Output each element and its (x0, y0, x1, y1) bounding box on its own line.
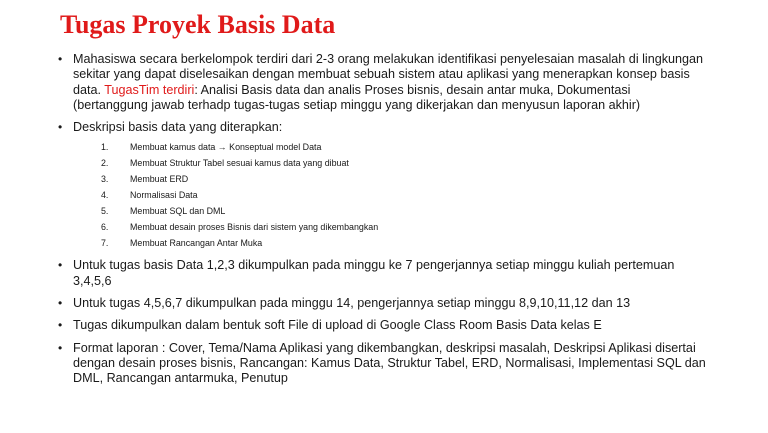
list-item (73, 219, 708, 235)
slide-content (58, 52, 708, 394)
bullet-team-task-highlight: TugasTim terdiri (104, 82, 195, 97)
slide-title: Tugas Proyek Basis Data (60, 10, 336, 39)
list-item (73, 203, 708, 219)
bullet-team-task-text: Mahasiswa secara berkelompok terdiri dari 2-3 orang melakukan identifikasi penyelesaian masalah di lingkungan sekitar yang dapat diselesaikan dengan membuat sebuah sistem atau aplikasi yang menerapkan konsep basis data. (73, 52, 704, 97)
list-item-text: Membuat desain proses Bisnis dari sistem yang dikembangkan (130, 222, 379, 233)
bullet-report-format-text: Format laporan : Cover, Tema/Nama Aplikasi yang dikembangkan, deskripsi masalah, Deskripsi Aplikasi disertai dengan desain proses bisnis, Rancangan: Kamus Data, Struktur Tabel, ERD, Normalisasi, Implementasi SQL dan DML, Rancangan antarmuka, Penutup (73, 340, 706, 386)
list-item-text: Membuat SQL dan DML (130, 206, 226, 217)
list-item-text: Normalisasi Data (130, 190, 198, 201)
bullet-deadline-2 (58, 296, 708, 311)
bullet-submission (58, 318, 708, 333)
database-steps-list (73, 139, 708, 251)
bullet-deadline-1 (58, 258, 708, 289)
bullet-team-task (58, 52, 708, 113)
bullet-deadline-1-text: Untuk tugas basis Data 1,2,3 dikumpulkan pada minggu ke 7 pengerjannya setiap minggu kuliah pertemuan 3,4,5,6 (73, 258, 675, 288)
list-item (73, 155, 708, 171)
bullet-deadline-2-text: Untuk tugas 4,5,6,7 dikumpulkan pada minggu 14, pengerjannya setiap minggu 8,9,10,11,12 dan 13 (73, 296, 631, 311)
list-item-text: Membuat Rancangan Antar Muka (130, 238, 263, 249)
list-item-number: 1. (101, 142, 109, 153)
list-item-number: 7. (101, 238, 109, 249)
bullet-database-description-text: Deskripsi basis data yang diterapkan: (73, 120, 283, 135)
bullet-report-format (58, 341, 708, 387)
bullet-team-task-roles: : Analisi Basis data dan analis Proses bisnis, desain antar muka, Dokumentasi (bertanggung jawab terhadp tugas-tugas setiap minggu yang dikerjakan dan menyusun laporan akhir) (73, 82, 641, 112)
bullet-database-description (58, 120, 708, 251)
list-item-number: 2. (101, 158, 109, 169)
list-item-text: Membuat Struktur Tabel sesuai kamus data yang dibuat (130, 158, 349, 169)
list-item-number: 3. (101, 174, 109, 185)
list-item-number: 6. (101, 222, 109, 233)
list-item-number: 4. (101, 190, 109, 201)
list-item (73, 235, 708, 251)
list-item (73, 187, 708, 203)
list-item (73, 139, 708, 155)
list-item-number: 5. (101, 206, 109, 217)
list-item-text: Membuat kamus data → Konseptual model Data (130, 142, 322, 153)
list-item-text: Membuat ERD (130, 174, 189, 185)
bullet-submission-text: Tugas dikumpulkan dalam bentuk soft File di upload di Google Class Room Basis Data kelas E (73, 318, 602, 333)
list-item (73, 171, 708, 187)
